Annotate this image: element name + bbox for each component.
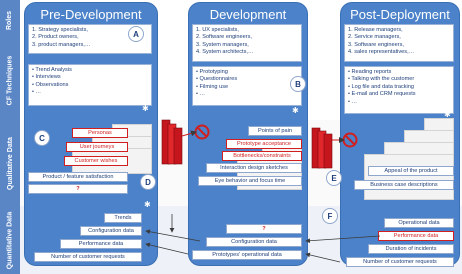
badge-d: D bbox=[140, 174, 156, 190]
qual-item-product-satisfaction: Product / feature satisfaction bbox=[28, 172, 128, 182]
gear-icon: ✱ bbox=[142, 46, 149, 55]
quant-item-unknown-dev: ? bbox=[226, 224, 302, 234]
quant-item-performance-post: Performance data bbox=[378, 231, 454, 241]
badge-b: B bbox=[290, 76, 306, 92]
phase-title-post: Post-Deployment bbox=[350, 7, 450, 22]
quant-item-requests-post: Number of customer requests bbox=[346, 257, 454, 267]
qual-item-appeal: Appeal of the product bbox=[368, 166, 454, 176]
quant-item-requests-pre: Number of customer requests bbox=[34, 252, 142, 262]
row-label-roles: Roles bbox=[0, 0, 20, 41]
gear-icon: ✱ bbox=[292, 106, 299, 115]
post-roles-box: 1. Release managers, 2. Service managers, 3. Software engineers, 4. sales representatives,… bbox=[344, 24, 454, 62]
quant-item-trends: Trends bbox=[104, 213, 142, 223]
badge-f: F bbox=[322, 208, 338, 224]
qual-item-unknown-pre: ? bbox=[28, 184, 128, 194]
qual-item-points-of-pain: Points of pain bbox=[248, 126, 302, 136]
quant-item-configuration-dev: Configuration data bbox=[206, 237, 302, 247]
badge-e: E bbox=[326, 170, 342, 186]
qual-item-business-case: Business case descriptions bbox=[354, 180, 454, 190]
row-label-qualitative: Qualitative Data bbox=[0, 120, 20, 207]
badge-a: A bbox=[128, 26, 144, 42]
quant-item-performance-pre: Performance data bbox=[60, 239, 142, 249]
phase-title-dev: Development bbox=[209, 7, 287, 22]
quant-item-configuration-pre: Configuration data bbox=[80, 226, 142, 236]
qual-item-customer-wishes: Customer wishes bbox=[64, 156, 128, 166]
qual-item-bottlenecks: Bottlenecks/constraints bbox=[222, 151, 302, 161]
quant-item-operational-post: Operational data bbox=[384, 218, 454, 228]
dev-techniques-box: • Prototyping • Questionnaires • Filming use • … bbox=[192, 66, 302, 106]
row-label-quantitative: Quantitative Data bbox=[0, 206, 20, 274]
gear-icon: ✱ bbox=[142, 104, 149, 113]
qual-item-user-journeys: User journeys bbox=[66, 142, 128, 152]
gear-icon: ✱ bbox=[444, 110, 451, 119]
phase-title-pre: Pre-Development bbox=[40, 7, 142, 22]
post-techniques-box: • Reading reports • Talking with the customer • Log file and data tracking • E-mail and CRM requests • … bbox=[344, 66, 454, 114]
qual-item-personas: Personas bbox=[72, 128, 128, 138]
pre-roles-box: 1. Strategy specialists, 2. Product owners, 3. product managers,… bbox=[28, 24, 152, 54]
qual-item-eye-behavior: Eye behavior and focus time bbox=[198, 176, 302, 186]
qual-item-prototype-acceptance: Prototype acceptance bbox=[226, 139, 302, 149]
quant-item-duration-incidents: Duration of incidents bbox=[368, 244, 454, 254]
pre-techniques-box: • Trend Analysis • Interviews • Observations • … bbox=[28, 64, 152, 106]
gear-icon: ✱ bbox=[144, 200, 151, 209]
qual-item-interaction-sketches: Interaction design sketches bbox=[206, 163, 302, 173]
badge-c: C bbox=[34, 130, 50, 146]
dev-roles-box: 1. UX specialists, 2. Software engineers, 3. System managers, 4. System architects,… bbox=[192, 24, 302, 62]
quant-item-prototype-operational: Prototypes' operational data bbox=[192, 250, 302, 260]
row-label-cf-techniques: CF Techniques bbox=[0, 40, 20, 121]
